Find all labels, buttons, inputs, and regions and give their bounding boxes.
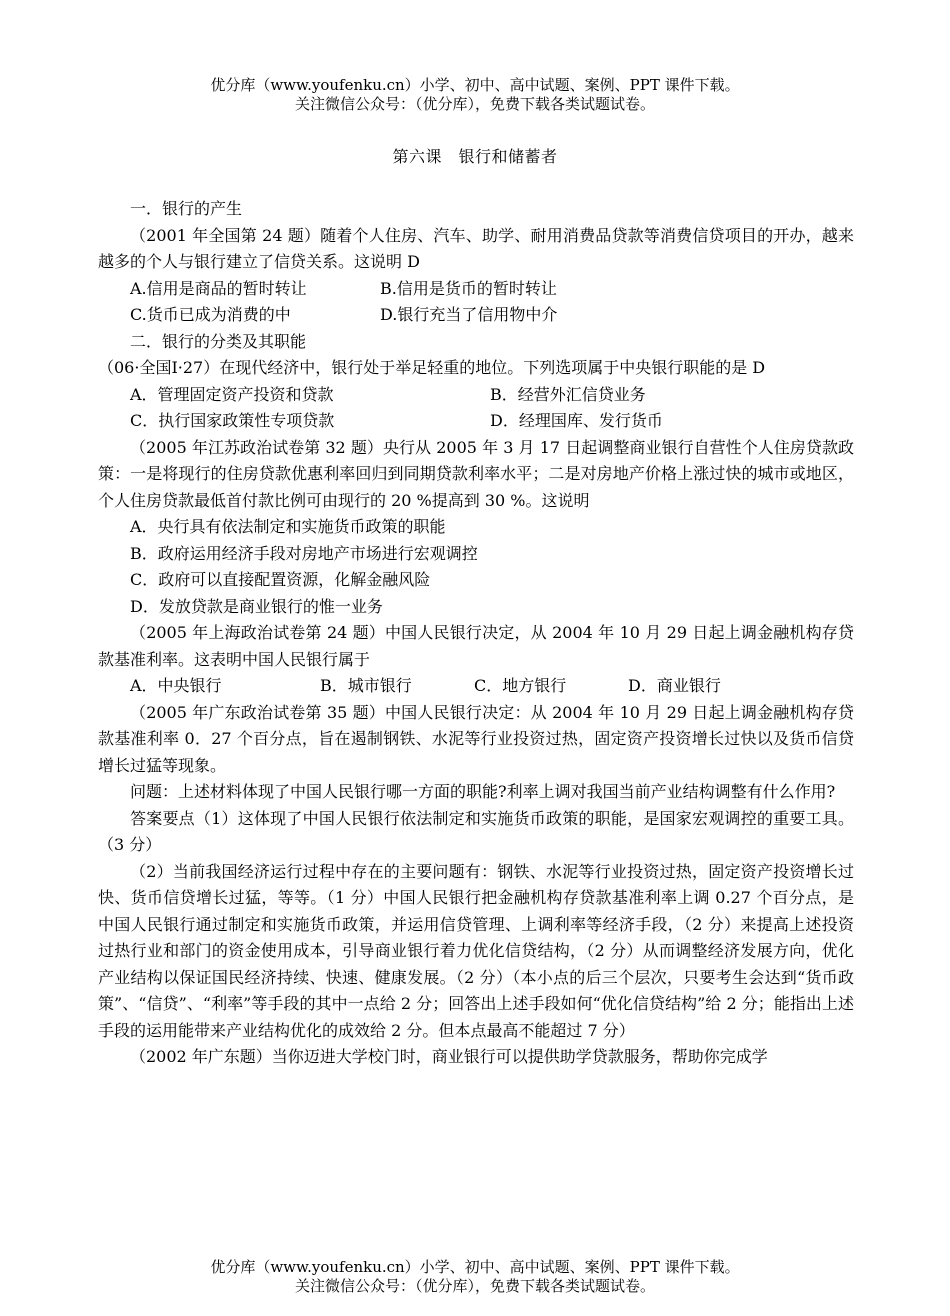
q3-option-a: A．央行具有依法制定和实施货币政策的职能	[130, 517, 446, 536]
question-2-options-row-1	[98, 382, 854, 409]
q3-option-d: D．发放贷款是商业银行的惟一业务	[130, 596, 383, 616]
question-2-stem: （06·全国Ⅰ·27）在现代经济中，银行处于举足轻重的地位。下列选项属于中央银行职能的是 D	[98, 358, 766, 377]
page-footer	[0, 1258, 950, 1296]
page-header	[0, 76, 950, 114]
header-line-1: 优分库（www.youfenku.cn）小学、初中、高中试题、案例、PPT 课件下载。	[210, 76, 740, 94]
question-1-options-row-2	[98, 302, 854, 329]
q4-option-c: C．地方银行	[474, 676, 567, 695]
question-6-stem: （2002 年广东题）当你迈进大学校门时，商业银行可以提供助学贷款服务，帮助你完成学	[130, 1047, 768, 1066]
section-heading-2: 二．银行的分类及其职能	[130, 331, 307, 351]
question-5-stem: （2005 年广东政治试卷第 35 题）中国人民银行决定：从 2004 年 10 月 29 日起上调金融机构存贷款基准利率 0．27 个百分点，旨在遏制钢铁、水泥等行业投资过热，固定资产投资增长过快以及货币信贷增长过猛等现象。	[98, 702, 854, 775]
q3-option-c: C．政府可以直接配置资源，化解金融风险	[130, 570, 431, 589]
q2-option-d: D．经理国库、发行货币	[490, 411, 663, 430]
question-1-stem: （2001 年全国第 24 题）随着个人住房、汽车、助学、耐用消费品贷款等消费信贷项目的开办，越来越多的个人与银行建立了信贷关系。这说明 D	[98, 225, 854, 271]
q2-option-c: C．执行国家政策性专项贷款	[130, 411, 335, 430]
question-5-question: 问题：上述材料体现了中国人民银行哪一方面的职能?利率上调对我国当前产业结构调整有什么作用?	[130, 782, 836, 801]
question-4-stem: （2005 年上海政治试卷第 24 题）中国人民银行决定，从 2004 年 10 月 29 日起上调金融机构存贷款基准利率。这表明中国人民银行属于	[98, 623, 854, 669]
q1-option-d: D.银行充当了信用物中介	[380, 305, 558, 324]
question-4-options	[98, 673, 854, 700]
header-line-2: 关注微信公众号：（优分库），免费下载各类试题试卷。	[294, 95, 655, 113]
q2-option-b: B．经营外汇信贷业务	[490, 384, 646, 404]
q4-option-b: B．城市银行	[320, 676, 412, 695]
q1-option-b: B.信用是货币的暂时转让	[380, 278, 557, 298]
section-heading-1: 一．银行的产生	[130, 199, 243, 218]
q3-option-b: B．政府运用经济手段对房地产市场进行宏观调控	[130, 543, 478, 563]
question-2-options-row-2	[98, 408, 854, 435]
q1-option-a: A.信用是商品的暂时转让	[130, 278, 307, 298]
q1-option-c: C.货币已成为消费的中	[130, 305, 291, 324]
lesson-title: 第六课 银行和储蓄者	[392, 147, 558, 166]
q2-option-a: A．管理固定资产投资和贷款	[130, 384, 334, 404]
question-3-stem: （2005 年江苏政治试卷第 32 题）央行从 2005 年 3 月 17 日起调整商业银行自营性个人住房贷款政策：一是将现行的住房贷款优惠利率回归到同期贷款利率水平；二是对房地产价格上涨过快的城市或地区，个人住房贷款最低首付款比例可由现行的 20 %提高到 30 %。这说明	[98, 437, 854, 510]
q4-option-d: D．商业银行	[628, 676, 721, 695]
footer-line-2: 关注微信公众号：（优分库），免费下载各类试题试卷。	[294, 1277, 655, 1295]
question-5-answer-1: 答案要点（1）这体现了中国人民银行依法制定和实施货币政策的职能，是国家宏观调控的重要工具。（3 分）	[98, 808, 854, 854]
question-5-answer-2: （2）当前我国经济运行过程中存在的主要问题有：钢铁、水泥等行业投资过热，固定资产投资增长过快、货币信贷增长过猛，等等。（1 分）中国人民银行把金融机构存贷款基准利率上调 0.27 个百分点，是中国人民银行通过制定和实施货币政策，并运用信贷管理、上调利率等经济手段，（2 分）来提高上述投资过热行业和部门的资金使用成本，引导商业银行着力优化信贷结构，（2 分）从而调整经济发展方向，优化产业结构以保证国民经济持续、快速、健康发展。（2 分）（本小点的后三个层次，只要考生会达到“货币政策”、“信贷”、“利率”等手段的其中一点给 2 分；回答出上述手段如何“优化信贷结构”给 2 分；能指出上述手段的运用能带来产业结构优化的成效给 2 分。但本点最高不能超过 7 分）	[98, 861, 854, 1040]
question-1-options-row-1	[98, 276, 854, 303]
footer-line-1: 优分库（www.youfenku.cn）小学、初中、高中试题、案例、PPT 课件下载。	[210, 1258, 740, 1276]
q4-option-a: A．中央银行	[130, 676, 222, 695]
document-body	[98, 196, 854, 1071]
